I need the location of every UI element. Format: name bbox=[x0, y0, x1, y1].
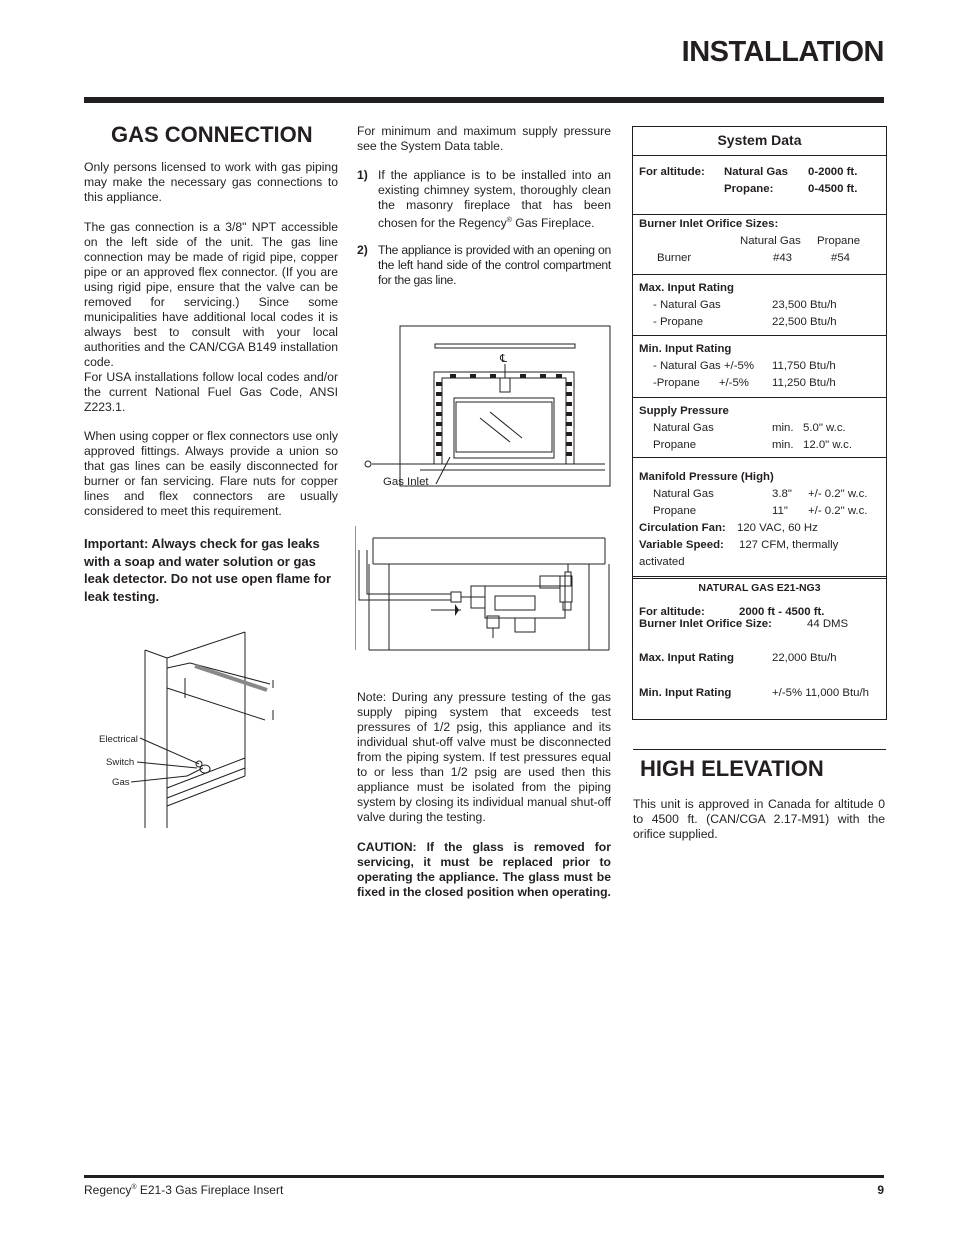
manifold-natural-gas-label: Natural Gas bbox=[653, 488, 714, 500]
centerline-symbol: ℄ bbox=[500, 353, 508, 365]
circulation-fan-label: Circulation Fan: bbox=[639, 522, 726, 534]
important-note: Important: Always check for gas leaks with a soap and water solution or gas leak detector. Do not use open flame for leak testing. bbox=[84, 536, 332, 604]
min-natural-gas-value: 11,750 Btu/h bbox=[772, 360, 836, 372]
footer-registered-mark: ® bbox=[131, 1184, 137, 1191]
max-natural-gas-label: - Natural Gas bbox=[653, 299, 721, 311]
switch-label: Switch bbox=[106, 757, 135, 768]
altitude-natural-gas-value: 0-2000 ft. bbox=[808, 166, 858, 178]
max-propane-value: 22,500 Btu/h bbox=[772, 316, 837, 328]
fireplace-front-figure bbox=[360, 322, 612, 490]
item-1-text: If the appliance is to be installed into an existing chimney system, thoroughly clean the masonry fireplace that has been chosen for the Regency bbox=[378, 168, 611, 231]
supply-natural-gas-value: min. 5.0" w.c. bbox=[772, 422, 846, 434]
ng3-min-value: +/-5% 11,000 Btu/h bbox=[772, 687, 869, 699]
ng3-altitude-value: 2000 ft - 4500 ft. bbox=[739, 606, 825, 618]
high-elevation-divider bbox=[633, 749, 886, 750]
pressure-testing-note: Note: During any pressure testing of the gas supply piping system that exceeds test pressures of 1/2 psig, this appliance and its individual shut-off valve must be disconnected from the piping system. If test pressures equal to or less than 1/2 psig are used then this appliance must be isolated from the piping system by closing its individual manual shut-off valve during the testing. bbox=[357, 690, 611, 824]
ng3-min-label: Min. Input Rating bbox=[639, 687, 732, 699]
manifold-natural-gas-value: 3.8" bbox=[772, 488, 792, 500]
control-compartment-figure bbox=[95, 628, 280, 828]
supply-pressure-intro: For minimum and maximum supply pressure see the System Data table. bbox=[357, 124, 611, 153]
gas-inlet-label: Gas Inlet bbox=[383, 476, 429, 488]
ng3-title: NATURAL GAS E21-NG3 bbox=[698, 582, 821, 594]
footer-product-name: E21-3 Gas Fireplace Insert bbox=[136, 1183, 284, 1197]
altitude-natural-gas: Natural Gas bbox=[724, 166, 788, 178]
system-data-header bbox=[633, 127, 886, 156]
max-propane-label: - Propane bbox=[653, 316, 704, 328]
orifice-col-natural-gas: Natural Gas bbox=[740, 235, 801, 247]
ng3-max-value: 22,000 Btu/h bbox=[772, 652, 837, 664]
variable-speed-value: 127 CFM, thermally bbox=[739, 539, 839, 551]
supply-propane-label: Propane bbox=[653, 439, 697, 451]
variable-speed-label: Variable Speed: bbox=[639, 539, 724, 551]
gas-connection-p2: The gas connection is a 3/8" NPT accessible on the left side of the unit. The gas line connection may be made of rigid pipe, copper pipe or an approved flex connector. (If you are using rigid pipe, ensure that the valve can be removed for servicing.) Since some municipalities have additional local codes it is always best to consult with your local authorities and the CAN/CGA B149 installation code. bbox=[84, 220, 338, 369]
manifold-propane-value: 11" bbox=[772, 505, 788, 517]
supply-pressure-title: Supply Pressure bbox=[639, 405, 729, 417]
gas-label: Gas bbox=[112, 777, 130, 788]
manifold-section bbox=[633, 458, 886, 577]
registered-mark: ® bbox=[506, 217, 512, 224]
ng3-orifice-value: 44 DMS bbox=[807, 618, 849, 630]
item-2-number: 2) bbox=[357, 243, 368, 257]
top-divider bbox=[84, 97, 884, 103]
natural-gas-e21-ng3-section bbox=[633, 578, 886, 720]
high-elevation-text: This unit is approved in Canada for altitude 0 to 4500 ft. (CAN/CGA 2.17-M91) with the orifice supplied. bbox=[633, 797, 885, 841]
item-2-text: The appliance is provided with an opening on the left hand side of the control compartment for the gas line. bbox=[378, 243, 611, 287]
manifold-title: Manifold Pressure (High) bbox=[639, 471, 774, 483]
gas-connection-p1: Only persons licensed to work with gas piping may make the necessary gas connections to this appliance. bbox=[84, 160, 338, 204]
item-1 bbox=[357, 168, 611, 231]
min-input-section bbox=[633, 336, 886, 398]
item-1-number: 1) bbox=[357, 168, 368, 182]
item-1-text-end: Gas Fireplace. bbox=[511, 216, 595, 231]
bottom-divider bbox=[84, 1175, 884, 1178]
supply-pressure-section bbox=[633, 398, 886, 458]
min-input-title: Min. Input Rating bbox=[639, 343, 732, 355]
manifold-propane-label: Propane bbox=[653, 505, 697, 517]
max-input-title: Max. Input Rating bbox=[639, 282, 734, 294]
max-natural-gas-value: 23,500 Btu/h bbox=[772, 299, 837, 311]
orifice-col-propane: Propane bbox=[817, 235, 861, 247]
circulation-fan-value: 120 VAC, 60 Hz bbox=[737, 522, 818, 534]
orifice-section bbox=[633, 215, 886, 275]
min-natural-gas-label: - Natural Gas +/-5% bbox=[653, 360, 754, 372]
system-data-title: System Data bbox=[717, 132, 802, 148]
ng3-altitude-label: For altitude: bbox=[639, 606, 705, 618]
gas-valve-figure bbox=[355, 520, 617, 655]
altitude-propane: Propane: bbox=[724, 183, 774, 195]
page-number: 9 bbox=[877, 1183, 884, 1197]
orifice-title: Burner Inlet Orifice Sizes: bbox=[639, 218, 779, 230]
altitude-label: For altitude: bbox=[639, 166, 705, 178]
electrical-label: Electrical bbox=[99, 734, 138, 745]
altitude-section bbox=[633, 156, 886, 215]
high-elevation-heading: HIGH ELEVATION bbox=[640, 756, 824, 781]
orifice-propane-value: #54 bbox=[831, 252, 851, 264]
caution-note: CAUTION: If the glass is removed for servicing, it must be replaced prior to operating the appliance. The glass must be fixed in the closed position when operating. bbox=[357, 840, 611, 899]
item-2 bbox=[357, 243, 611, 288]
footer-product bbox=[84, 1183, 283, 1197]
footer-brand: Regency bbox=[84, 1183, 132, 1197]
gas-connection-p4: When using copper or flex connectors use only approved fittings. Always provide a union so that gas lines can be easily disconnected for burner or fan servicing. Flare nuts for copper lines and flex connectors are usually considered to meet this requirement. bbox=[84, 429, 338, 518]
max-input-section bbox=[633, 275, 886, 336]
gas-connection-p3: For USA installations follow local codes and/or the current National Fuel Gas Code, ANSI Z223.1. bbox=[84, 370, 338, 414]
min-propane-value: 11,250 Btu/h bbox=[772, 377, 836, 389]
orifice-row-burner: Burner bbox=[657, 252, 692, 264]
page-title: INSTALLATION bbox=[681, 36, 884, 68]
system-data-table bbox=[632, 126, 887, 720]
supply-natural-gas-label: Natural Gas bbox=[653, 422, 714, 434]
variable-speed-value-2: activated bbox=[639, 556, 685, 568]
min-propane-label: -Propane +/-5% bbox=[653, 377, 749, 389]
supply-propane-value: min. 12.0" w.c. bbox=[772, 439, 853, 451]
manifold-natural-gas-tolerance: +/- 0.2" w.c. bbox=[808, 488, 868, 500]
altitude-propane-value: 0-4500 ft. bbox=[808, 183, 858, 195]
manifold-propane-tolerance: +/- 0.2" w.c. bbox=[808, 505, 868, 517]
ng3-orifice-label: Burner Inlet Orifice Size: bbox=[639, 618, 772, 630]
orifice-natural-gas-value: #43 bbox=[773, 252, 793, 264]
gas-connection-heading: GAS CONNECTION bbox=[111, 122, 313, 147]
ng3-max-label: Max. Input Rating bbox=[639, 652, 734, 664]
